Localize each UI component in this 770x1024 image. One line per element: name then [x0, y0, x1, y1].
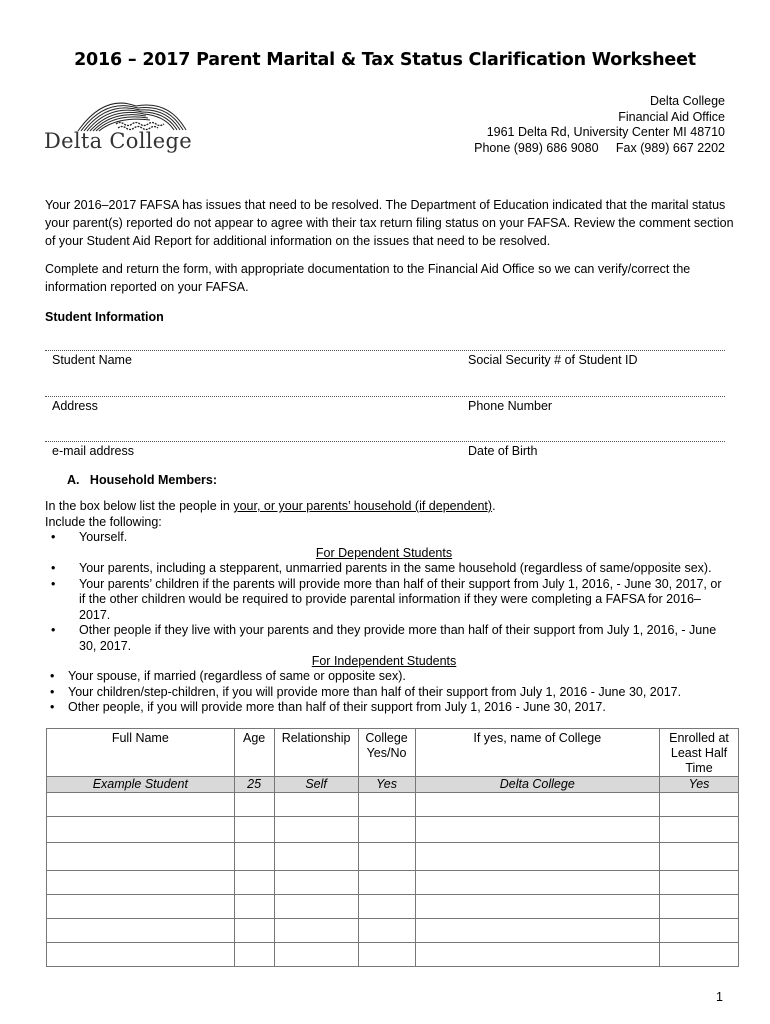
header-full-name: Full Name: [47, 729, 235, 777]
logo-name: Delta College: [44, 129, 192, 153]
independent-heading: For Independent Students: [311, 654, 457, 668]
household-intro-underlined: your, or your parents’ household (if dependent): [233, 499, 493, 513]
list-item: [50, 684, 733, 701]
list-item: [50, 700, 733, 716]
table-header-row: [47, 729, 739, 777]
household-intro-prefix: In the box below list the people in: [45, 499, 234, 513]
bullet: •: [50, 700, 55, 714]
email-row[interactable]: [45, 441, 725, 460]
bullet: •: [51, 623, 56, 637]
bullet: •: [51, 530, 56, 544]
example-relationship: Self: [274, 777, 358, 793]
intro-paragraph-1: Your 2016–2017 FAFSA has issues that need to be resolved. The Department of Education indicated that the marital status your parent(s) reported do not appear to agree with their tax return filing status on your FAFSA. Review the comment section of your Student Aid Report for additional information on the issues that need to be resolved.: [45, 198, 734, 248]
bullet: •: [50, 684, 55, 699]
list-item: [51, 530, 729, 546]
table-row[interactable]: [47, 871, 739, 895]
header-college-name: If yes, name of College: [415, 729, 660, 777]
page-title: 2016 – 2017 Parent Marital & Tax Status Clarification Worksheet: [74, 50, 696, 70]
table-row[interactable]: [47, 793, 739, 817]
list-item: [50, 669, 733, 685]
phone-label: Phone Number: [468, 399, 553, 413]
yourself-item: Yourself.: [79, 530, 128, 544]
bullet: •: [51, 576, 56, 591]
address-label: Address: [52, 399, 98, 413]
table-row[interactable]: [47, 843, 739, 871]
ssn-label: Social Security # of Student ID: [468, 353, 638, 367]
header-relationship: Relationship: [274, 729, 358, 777]
dependent-item-1: Your parents, including a stepparent, unmarried parents in the same household (regardless of same/opposite sex).: [79, 561, 712, 575]
student-info-heading: Student Information: [45, 310, 164, 324]
independent-list: [50, 669, 733, 716]
dob-label: Date of Birth: [468, 444, 538, 458]
office-line3: 1961 Delta Rd, University Center MI 48710: [486, 125, 725, 139]
list-item: [51, 576, 729, 624]
office-address: [474, 94, 725, 156]
page-number: 1: [716, 990, 723, 1004]
office-line1: Delta College: [649, 94, 725, 108]
include-label: Include the following:: [45, 514, 162, 529]
independent-item-2: Your children/step-children, if you will provide more than half of their support from July 1, 2016 - June 30, 2017.: [68, 684, 682, 699]
dependent-heading: For Dependent Students: [315, 545, 453, 560]
delta-college-logo-icon: [74, 98, 194, 132]
dependent-item-3: Other people if they live with your parents and they provide more than half of their support from July 1, 2016, - June 30, 2017.: [79, 623, 717, 653]
intro-paragraph-2: Complete and return the form, with appropriate documentation to the Financial Aid Office so we can verify/correct the information reported on your FAFSA.: [45, 262, 691, 294]
example-age: 25: [234, 777, 274, 793]
household-table: [46, 728, 739, 967]
independent-item-1: Your spouse, if married (regardless of same or opposite sex).: [68, 669, 406, 683]
header-enrolled: Enrolled at Least Half Time: [660, 729, 739, 777]
example-college-name: Delta College: [415, 777, 660, 793]
table-row[interactable]: [47, 817, 739, 843]
dependent-item-2: Your parents’ children if the parents will provide more than half of their support from July 1, 2016, - June 30, 2017, or if the other children would be required to provide parental information if they were completing a FAFSA for 2016–2017.: [79, 576, 722, 622]
household-heading: A. Household Members:: [67, 473, 218, 487]
example-enrolled: Yes: [660, 777, 739, 793]
table-row[interactable]: [47, 895, 739, 919]
header-age: Age: [234, 729, 274, 777]
example-name: Example Student: [47, 777, 235, 793]
office-line2: Financial Aid Office: [618, 109, 725, 124]
table-row[interactable]: [47, 943, 739, 967]
student-name-row[interactable]: [45, 350, 725, 395]
student-name-label: Student Name: [52, 353, 132, 367]
independent-item-3: Other people, if you will provide more than half of their support from July 1, 2016 - June 30, 2017.: [68, 700, 606, 714]
list-item: [51, 561, 729, 577]
bullet: •: [50, 669, 55, 683]
list-item: [51, 623, 729, 654]
bullet: •: [51, 561, 56, 575]
table-row[interactable]: [47, 919, 739, 943]
example-college: Yes: [358, 777, 415, 793]
logo: [44, 98, 204, 162]
header-college: College Yes/No: [358, 729, 415, 777]
example-row: [47, 777, 739, 793]
email-label: e-mail address: [52, 444, 134, 458]
office-line4: Phone (989) 686 9080 Fax (989) 667 2202: [474, 140, 725, 155]
address-row[interactable]: [45, 396, 725, 441]
dependent-list: [51, 530, 729, 670]
household-intro-suffix: .: [492, 499, 496, 513]
household-instructions: [45, 499, 735, 530]
